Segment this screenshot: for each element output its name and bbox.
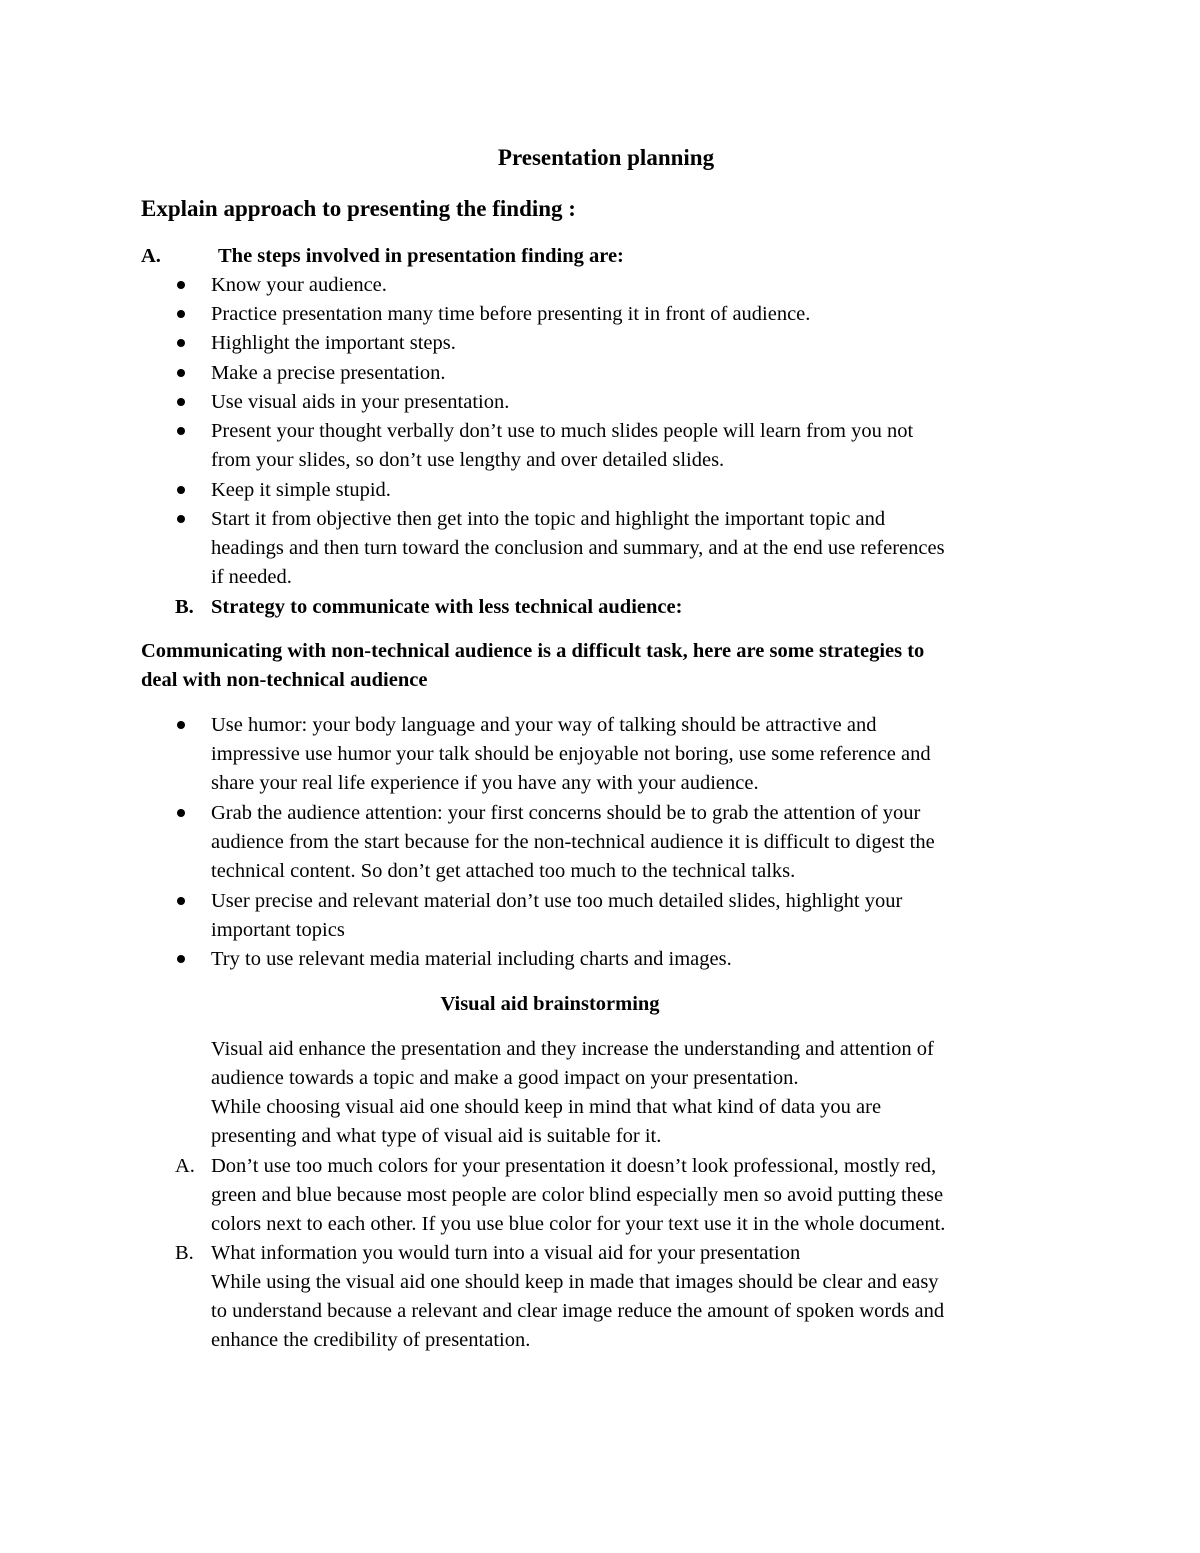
intro-paragraph-line: Communicating with non-technical audience is a difficult task, here are some strategies to [141, 640, 925, 662]
list-item: What information you would turn into a visual aid for your presentation [211, 1242, 801, 1264]
paragraph-line: presenting and what type of visual aid is suitable for it. [211, 1125, 662, 1147]
list-item: Try to use relevant media material including charts and images. [211, 948, 732, 970]
paragraph-line: audience towards a topic and make a good impact on your presentation. [211, 1067, 799, 1089]
bullet-icon [177, 398, 185, 406]
bullet-icon [177, 281, 185, 289]
list-item: Make a precise presentation. [211, 362, 446, 384]
intro-paragraph-line: deal with non-technical audience [141, 669, 428, 691]
bullet-icon [177, 897, 185, 905]
list-item: Start it from objective then get into the topic and highlight the important topic and [211, 508, 886, 530]
list-item-continuation: important topics [211, 919, 345, 941]
page-title: Presentation planning [497, 145, 715, 170]
visual-aid-heading: Visual aid brainstorming [440, 993, 660, 1015]
list-item: Practice presentation many time before presenting it in front of audience. [211, 303, 811, 325]
list-item-continuation: share your real life experience if you have any with your audience. [211, 772, 759, 794]
bullet-icon [177, 339, 185, 347]
list-item: Know your audience. [211, 274, 387, 296]
list-item: Don’t use too much colors for your presentation it doesn’t look professional, mostly red, [211, 1155, 937, 1177]
list-item: Use humor: your body language and your way of talking should be attractive and [211, 714, 877, 736]
list-marker-a: A. [141, 245, 161, 267]
list-item-continuation: if needed. [211, 566, 292, 588]
section-b-label: Strategy to communicate with less technical audience: [211, 596, 683, 618]
list-marker-b: B. [175, 1242, 194, 1264]
list-item: Grab the audience attention: your first concerns should be to grab the attention of your [211, 802, 921, 824]
list-item: Highlight the important steps. [211, 332, 456, 354]
bullet-icon [177, 955, 185, 963]
list-item-continuation: While using the visual aid one should keep in made that images should be clear and easy [211, 1271, 939, 1293]
list-item: Keep it simple stupid. [211, 479, 391, 501]
bullet-icon [177, 486, 185, 494]
section-a-label: The steps involved in presentation finding are: [218, 245, 624, 267]
bullet-icon [177, 515, 185, 523]
list-item-continuation: colors next to each other. If you use blue color for your text use it in the whole document. [211, 1213, 946, 1235]
list-item-continuation: enhance the credibility of presentation. [211, 1329, 531, 1351]
list-item-continuation: impressive use humor your talk should be enjoyable not boring, use some reference and [211, 743, 931, 765]
list-item: User precise and relevant material don’t use too much detailed slides, highlight your [211, 890, 903, 912]
paragraph-line: Visual aid enhance the presentation and they increase the understanding and attention of [211, 1038, 934, 1060]
bullet-icon [177, 721, 185, 729]
paragraph-line: While choosing visual aid one should keep in mind that what kind of data you are [211, 1096, 882, 1118]
list-item: Present your thought verbally don’t use to much slides people will learn from you not [211, 420, 914, 442]
list-item-continuation: green and blue because most people are color blind especially men so avoid putting these [211, 1184, 944, 1206]
list-item-continuation: from your slides, so don’t use lengthy and over detailed slides. [211, 449, 725, 471]
list-marker-b: B. [175, 596, 194, 618]
list-item: Use visual aids in your presentation. [211, 391, 510, 413]
list-item-continuation: headings and then turn toward the conclusion and summary, and at the end use references [211, 537, 945, 559]
bullet-icon [177, 369, 185, 377]
section-heading: Explain approach to presenting the finding : [141, 196, 576, 221]
list-item-continuation: technical content. So don’t get attached too much to the technical talks. [211, 860, 796, 882]
list-marker-a: A. [175, 1155, 195, 1177]
list-item-continuation: audience from the start because for the non-technical audience it is difficult to digest the [211, 831, 935, 853]
list-item-continuation: to understand because a relevant and clear image reduce the amount of spoken words and [211, 1300, 945, 1322]
bullet-icon [177, 427, 185, 435]
bullet-icon [177, 310, 185, 318]
bullet-icon [177, 809, 185, 817]
